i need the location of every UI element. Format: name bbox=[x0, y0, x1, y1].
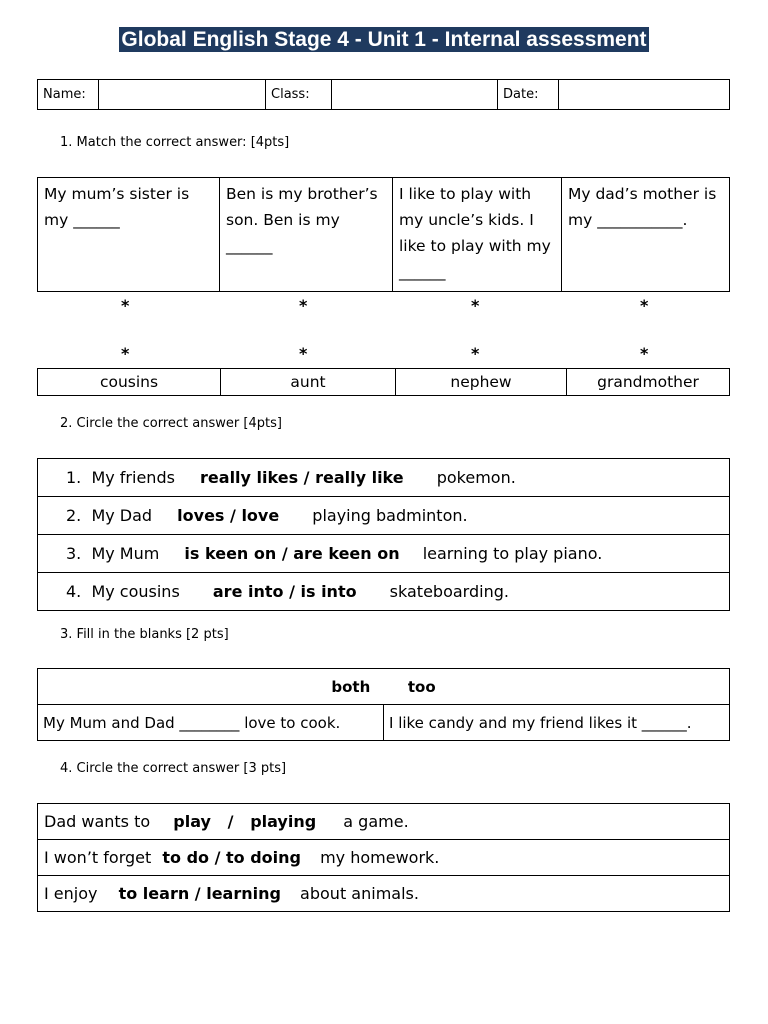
answer-options[interactable]: to do / to doing bbox=[162, 848, 301, 867]
sentence-end: pokemon. bbox=[436, 468, 516, 487]
fill-blank-sentence[interactable]: I like candy and my friend likes it ______. bbox=[384, 705, 730, 741]
table-row bbox=[38, 840, 730, 876]
sentence-end: skateboarding. bbox=[389, 582, 509, 601]
row-number: 4. bbox=[66, 582, 82, 601]
sentence-start: My Mum bbox=[91, 544, 160, 563]
sentence-end: playing badminton. bbox=[312, 506, 468, 525]
table-row bbox=[38, 705, 730, 741]
q2-table bbox=[37, 458, 730, 611]
row-number: 2. bbox=[66, 506, 82, 525]
match-dot[interactable]: * bbox=[471, 296, 480, 315]
date-field[interactable] bbox=[559, 80, 730, 110]
name-label: Name: bbox=[38, 80, 99, 110]
match-answer: cousins bbox=[38, 369, 221, 396]
match-answer: aunt bbox=[221, 369, 396, 396]
class-label: Class: bbox=[266, 80, 332, 110]
word-bank-item: both bbox=[331, 677, 371, 696]
q2-instruction: 2. Circle the correct answer [4pts] bbox=[60, 416, 282, 431]
answer-options[interactable]: is keen on / are keen on bbox=[184, 544, 400, 563]
class-field[interactable] bbox=[332, 80, 498, 110]
table-row bbox=[38, 804, 730, 840]
match-answer: grandmother bbox=[567, 369, 730, 396]
match-dot[interactable]: * bbox=[121, 296, 130, 315]
table-row bbox=[38, 573, 730, 611]
match-prompt: Ben is my brother’s son. Ben is my ______ bbox=[220, 178, 393, 292]
word-bank-row bbox=[38, 669, 730, 705]
match-dot[interactable]: * bbox=[471, 344, 480, 363]
q4-table bbox=[37, 803, 730, 912]
answer-options[interactable]: loves / love bbox=[177, 506, 280, 525]
match-dot[interactable]: * bbox=[299, 296, 308, 315]
match-dot[interactable]: * bbox=[640, 344, 649, 363]
answer-options[interactable]: to learn / learning bbox=[118, 884, 281, 903]
sentence-end: my homework. bbox=[320, 848, 440, 867]
row-number: 3. bbox=[66, 544, 82, 563]
q3-instruction: 3. Fill in the blanks [2 pts] bbox=[60, 627, 229, 642]
answer-options[interactable]: are into / is into bbox=[212, 582, 357, 601]
word-bank-item: too bbox=[407, 677, 436, 696]
sentence-end: learning to play piano. bbox=[422, 544, 603, 563]
table-row bbox=[38, 459, 730, 497]
answer-options[interactable]: really likes / really like bbox=[200, 468, 404, 487]
match-dot[interactable]: * bbox=[640, 296, 649, 315]
document-title-wrapper bbox=[0, 28, 768, 52]
match-answer: nephew bbox=[396, 369, 567, 396]
match-answers-table bbox=[37, 368, 730, 396]
match-prompts-table bbox=[37, 177, 730, 292]
sentence-start: I won’t forget bbox=[44, 848, 152, 867]
table-row bbox=[38, 497, 730, 535]
name-field[interactable] bbox=[99, 80, 266, 110]
sentence-start: My cousins bbox=[91, 582, 180, 601]
row-number: 1. bbox=[66, 468, 82, 487]
match-dot[interactable]: * bbox=[299, 344, 308, 363]
sentence-start: My friends bbox=[91, 468, 175, 487]
sentence-end: a game. bbox=[343, 812, 409, 831]
q3-table bbox=[37, 668, 730, 741]
match-prompt: I like to play with my uncle’s kids. I like to play with my ______ bbox=[393, 178, 562, 292]
fill-blank-sentence[interactable]: My Mum and Dad ________ love to cook. bbox=[38, 705, 384, 741]
sentence-start: My Dad bbox=[91, 506, 153, 525]
sentence-start: Dad wants to bbox=[44, 812, 151, 831]
document-title: Global English Stage 4 - Unit 1 - Internal assessment bbox=[121, 28, 647, 51]
table-row bbox=[38, 876, 730, 912]
match-prompt: My mum’s sister is my ______ bbox=[38, 178, 220, 292]
q4-instruction: 4. Circle the correct answer [3 pts] bbox=[60, 761, 287, 776]
student-info-table bbox=[37, 79, 730, 110]
table-row bbox=[38, 535, 730, 573]
match-prompt: My dad’s mother is my ___________. bbox=[562, 178, 730, 292]
q1-instruction: 1. Match the correct answer: [4pts] bbox=[60, 135, 290, 150]
sentence-start: I enjoy bbox=[44, 884, 98, 903]
match-dot[interactable]: * bbox=[121, 344, 130, 363]
date-label: Date: bbox=[498, 80, 559, 110]
sentence-end: about animals. bbox=[300, 884, 419, 903]
answer-options[interactable]: play / playing bbox=[173, 812, 317, 831]
